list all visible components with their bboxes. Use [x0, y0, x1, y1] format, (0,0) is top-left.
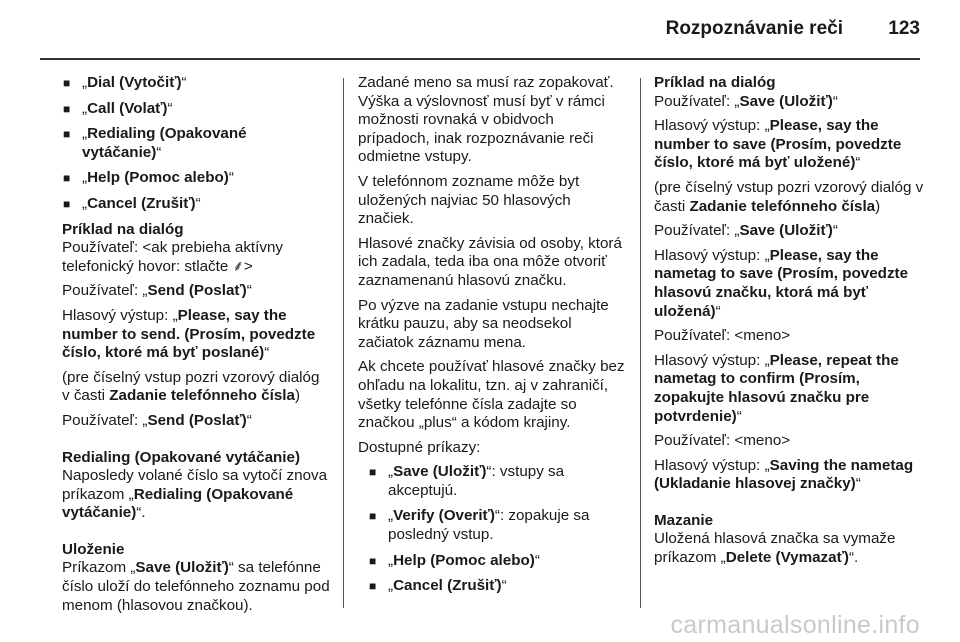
- dialog-line: Hlasový výstup: „Please, say the nametag to save (Prosím, povedzte hlasovú značku, ktorá má byť uložená)“: [654, 246, 909, 320]
- dialog-line: Hlasový výstup: „Saving the nametag (Ukladanie hlasovej značky)“: [654, 456, 914, 493]
- column-3: [654, 74, 926, 574]
- dialog-line: Používateľ: „Send (Poslať)“: [62, 411, 252, 429]
- list-item: ■ „Help (Pomoc alebo)“: [368, 552, 628, 571]
- dialog-line: Používateľ: „Save (Uložiť)“: [654, 92, 838, 110]
- dialog-line: Používateľ: <ak prebieha aktívny telefonický hovor: stlačte ⸙>: [62, 239, 283, 275]
- dialog-line: Hlasový výstup: „Please, say the number to send. (Prosím, povedzte číslo, ktoré má byť poslané)“: [62, 306, 316, 362]
- paragraph: Ak chcete používať hlasové značky bez ohľadu na lokalitu, tzn. aj v zahraničí, všetky telefónne čísla zadajte so značkou „plus“ a kódom krajiny.: [358, 358, 625, 432]
- redial-heading: Redialing (Opakované vytáčanie): [62, 448, 301, 466]
- redial-text: Naposledy volané číslo sa vytočí znova príkazom „Redialing (Opakované vytáčanie)“.: [62, 467, 328, 522]
- note: (pre číselný vstup pozri vzorový dialóg v časti Zadanie telefónneho čísla): [654, 178, 924, 215]
- list-item: ■ „Redialing (Opakované vytáčanie)“: [62, 125, 330, 162]
- dialog-line: Hlasový výstup: „Please, repeat the nametag to confirm (Prosím, zopakujte hlasovú značku pre potvrdenie)“: [654, 351, 899, 425]
- paragraph: Hlasové značky závisia od osoby, ktorá ich zadala, teda iba ona môže otvoriť zaznamenanú hlasovú značku.: [358, 234, 622, 289]
- paragraph: Zadané meno sa musí raz zopakovať. Výška a výslovnosť musí byť v rámci možnosti rovnaká v obidvoch prípadoch, inak rozpoznávanie reči odmietne vstupy.: [358, 74, 614, 166]
- header-rule: [40, 58, 920, 60]
- list-item: ■ „Cancel (Zrušiť)“: [62, 195, 330, 214]
- paragraph: V telefónnom zozname môže byt uložených najviac 50 hlasových značiek.: [358, 172, 580, 228]
- column-1: [62, 74, 330, 621]
- list-item: ■ „Help (Pomoc alebo)“: [62, 169, 330, 188]
- paragraph: Po výzve na zadanie vstupu nechajte krátku pauzu, aby sa neodsekol začiatok záznamu mena.: [358, 296, 609, 351]
- column-divider: [343, 78, 344, 608]
- column-2: [358, 74, 628, 603]
- example-heading: Príklad na dialóg: [654, 74, 776, 91]
- save-text: Príkazom „Save (Uložiť)“ sa telefónne číslo uloží do telefónneho zoznamu pod menom (hlasovou značkou).: [62, 559, 330, 614]
- section-title: Rozpoznávanie reči: [665, 18, 843, 39]
- list-item: ■ „Cancel (Zrušiť)“: [368, 577, 628, 596]
- list-item: ■ „Dial (Vytočiť)“: [62, 74, 330, 93]
- dialog-line: Používateľ: <meno>: [654, 432, 791, 450]
- delete-text: Uložená hlasová značka sa vymaže príkazom „Delete (Vymazať)“.: [654, 530, 896, 567]
- dialog-line: Používateľ: „Send (Poslať)“: [62, 282, 252, 300]
- column-divider: [640, 78, 641, 608]
- list-item: ■ „Call (Volať)“: [62, 100, 330, 119]
- page-header: [0, 0, 960, 66]
- note: (pre číselný vstup pozri vzorový dialóg v časti Zadanie telefónneho čísla): [62, 368, 320, 405]
- page-number: 123: [888, 18, 920, 39]
- dialog-line: Používateľ: <meno>: [654, 327, 791, 345]
- list-item: ■ „Save (Uložiť)“: vstupy sa akceptujú.: [368, 463, 628, 500]
- dialog-line: Používateľ: „Save (Uložiť)“: [654, 222, 838, 240]
- watermark: carmanualsonline.info: [670, 611, 920, 639]
- paragraph: Dostupné príkazy:: [358, 438, 481, 456]
- example-heading: Príklad na dialóg: [62, 220, 184, 238]
- dialog-line: Hlasový výstup: „Please, say the number to save (Prosím, povedzte číslo, ktoré má byť uložené)“: [654, 117, 902, 172]
- delete-heading: Mazanie: [654, 511, 714, 529]
- list-item: ■ „Verify (Overiť)“: zopakuje sa posledný vstup.: [368, 507, 628, 544]
- save-heading: Uloženie: [62, 540, 125, 558]
